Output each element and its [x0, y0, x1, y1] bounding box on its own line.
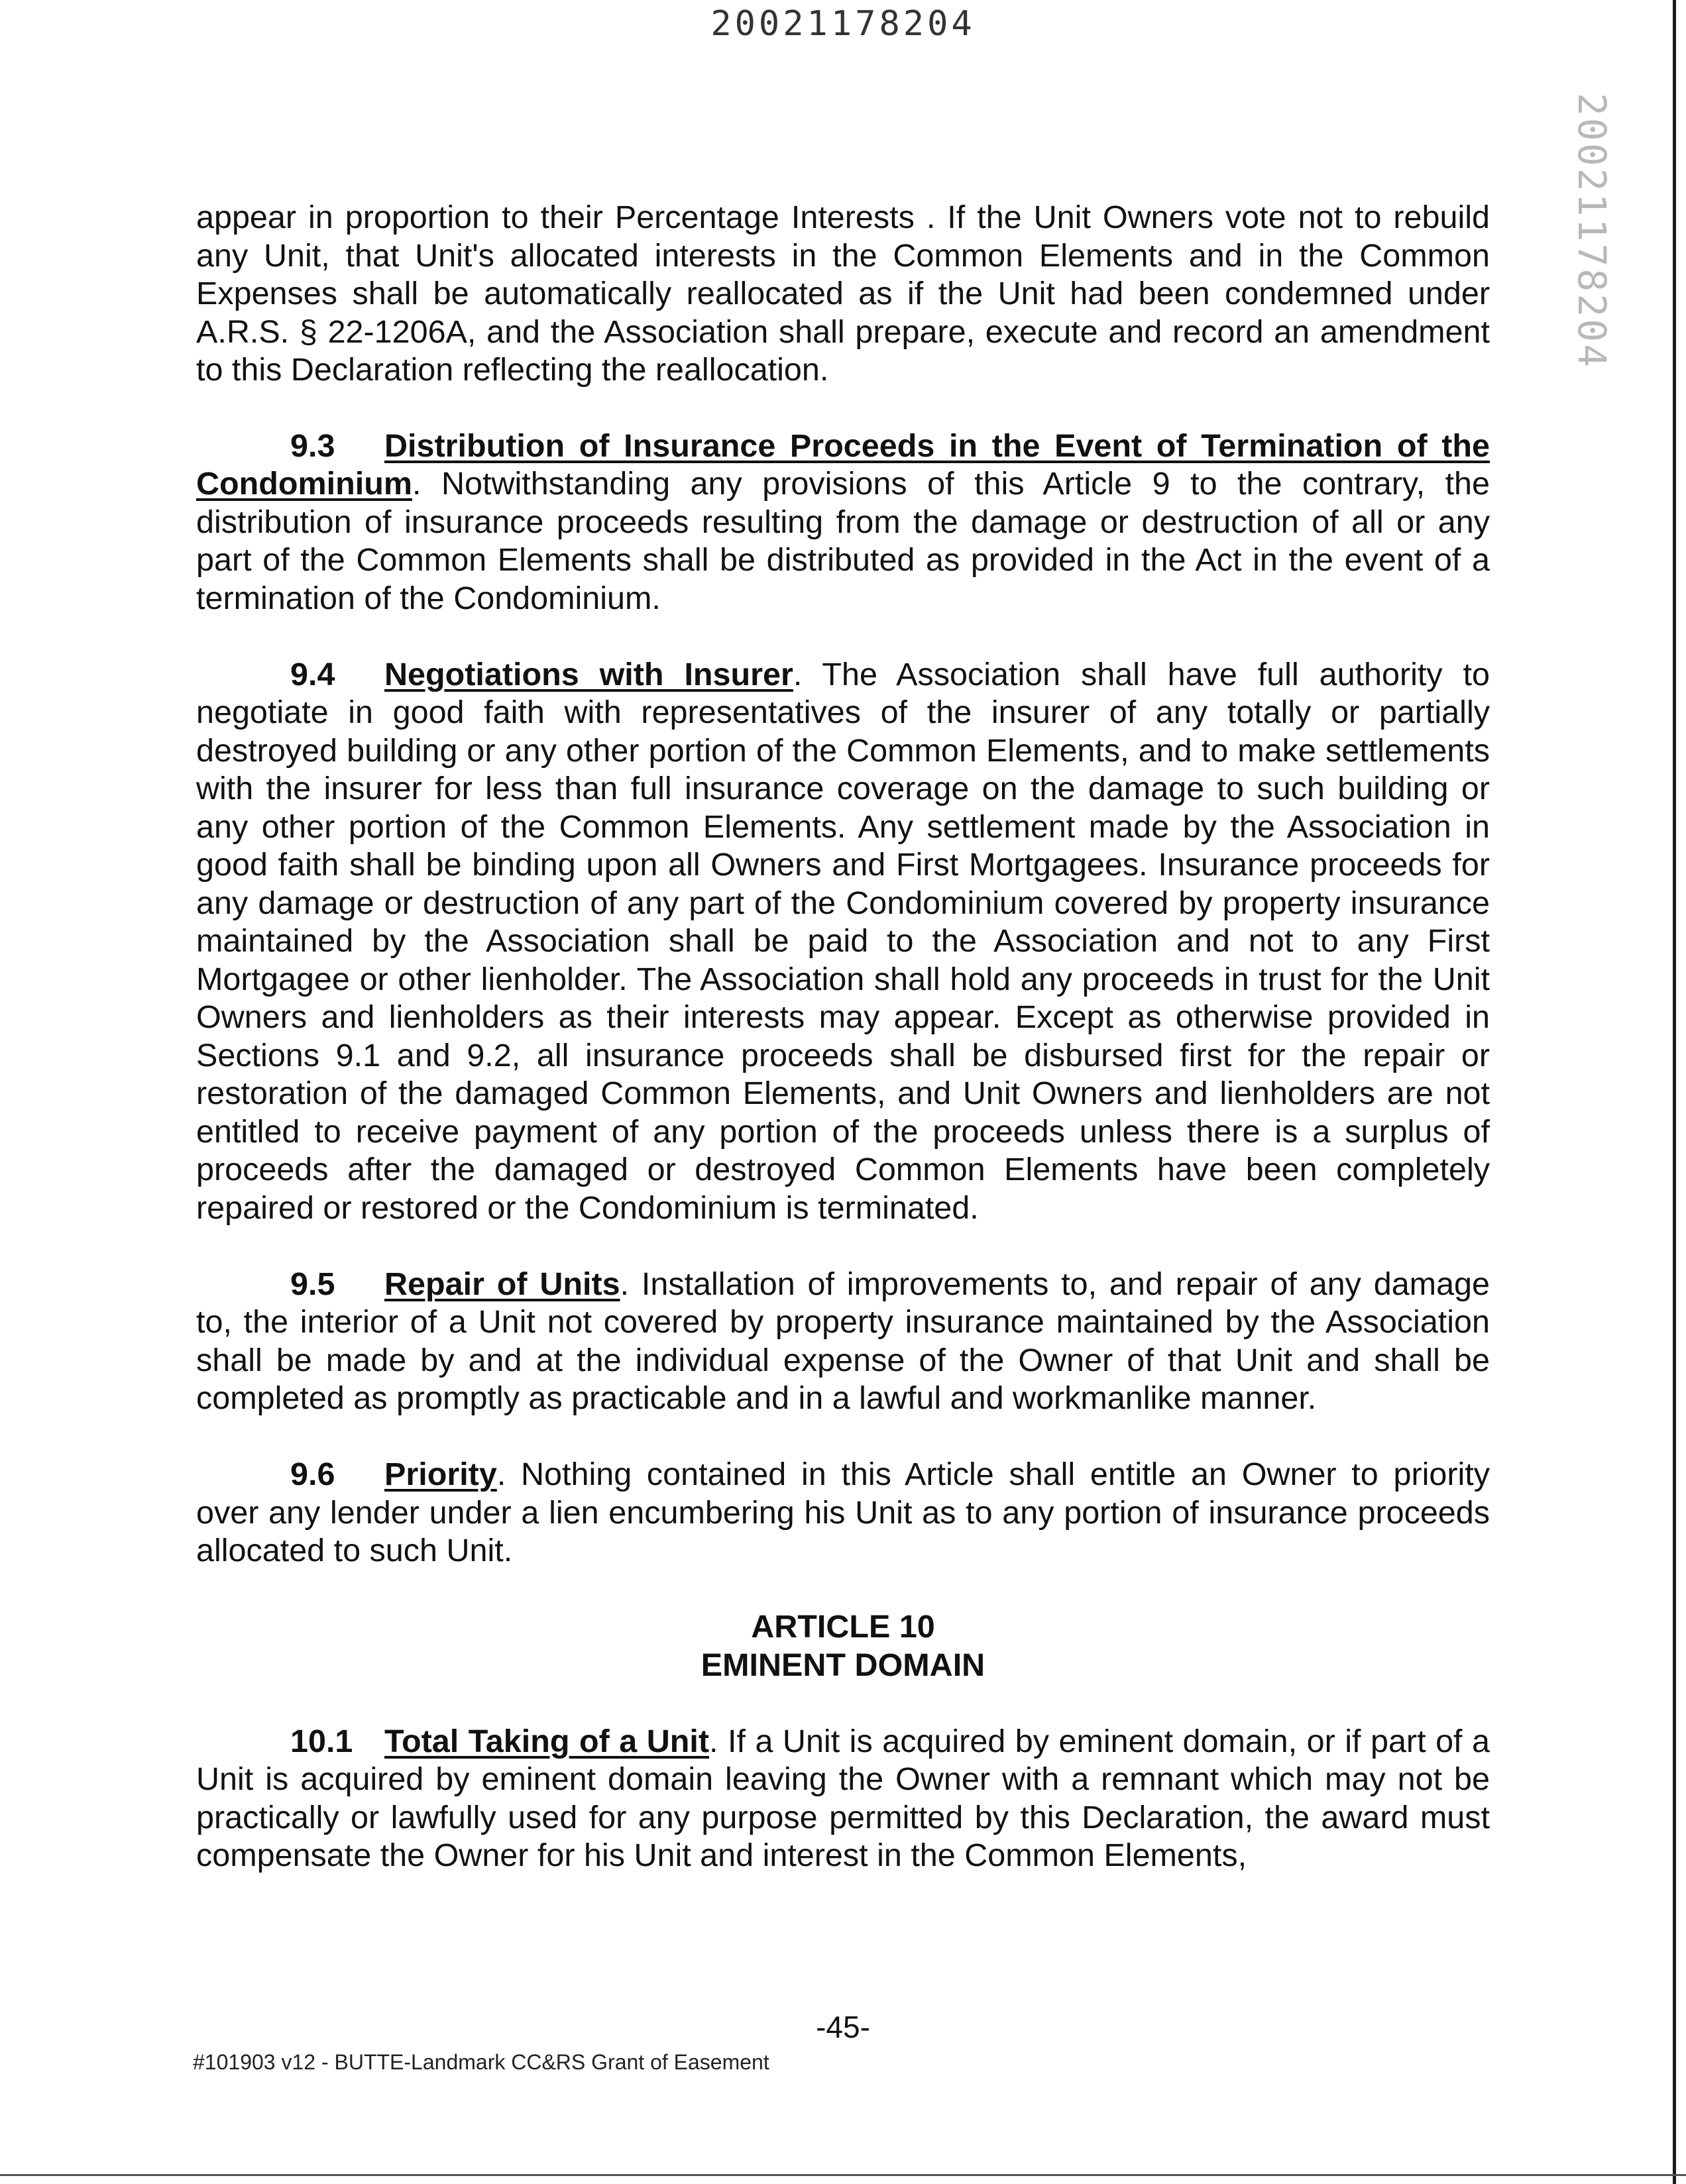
section-9-4 — [196, 656, 1490, 1228]
section-number: 9.4 — [290, 656, 335, 692]
continuation-paragraph: appear in proportion to their Percentage Interests . If the Unit Owners vote not to rebuild any Unit, that Unit's allocated interests in the Common Elements and in the Common Expenses shall be automatically reallocated as if the Unit had been condemned under A.R.S. § 22-1206A, and the Association shall prepare, execute and record an amendment to this Declaration reflecting the reallocation. — [196, 199, 1490, 388]
section-9-3 — [196, 427, 1490, 618]
section-heading: Negotiations with Insurer — [384, 656, 793, 692]
document-body — [196, 199, 1490, 1913]
section-number: 9.6 — [290, 1456, 335, 1492]
section-text: . The Association shall have full authority to negotiate in good faith with representatives of the insurer of any totally or partially destroyed building or any other portion of the Common Elements, and to make settlements with the insurer for less than full insurance coverage on the damage to such building or any other portion of the Common Elements. Any settlement made by the Association in good faith shall be binding upon all Owners and First Mortgagees. Insurance proceeds for any damage or destruction of any part of the Condominium covered by property insurance maintained by the Association shall be paid to the Association and not to any First Mortgagee or other lienholder. The Association shall hold any proceeds in trust for the Unit Owners and lienholders as their interests may appear. Except as otherwise provided in Sections 9.1 and 9.2, all insurance proceeds shall be disbursed first for the repair or restoration of the damaged Common Elements, and Unit Owners and lienholders are not entitled to receive payment of any portion of the proceeds unless there is a surplus of proceeds after the damaged or destroyed Common Elements have been completely repaired or restored or the Condominium is terminated. — [196, 656, 1490, 1226]
section-text: . Notwithstanding any provisions of this Article 9 to the contrary, the distribution of insurance proceeds resulting from the damage or destruction of all or any part of the Common Elements shall be distributed as provided in the Act in the event of a termination of the Condominium. — [196, 466, 1490, 616]
article-title: EMINENT DOMAIN — [701, 1647, 985, 1683]
section-heading: Total Taking of a Unit — [384, 1723, 710, 1759]
section-text: . If a Unit is acquired by eminent domain, or if part of a Unit is acquired by eminent domain leaving the Owner with a remnant which may not be practically or lawfully used for any purpose permitted by this Declaration, the award must compensate the Owner for his Unit and interest in the Common Elements, — [196, 1723, 1490, 1873]
page-number: -45- — [816, 2010, 870, 2044]
section-9-6 — [196, 1456, 1490, 1570]
section-heading: Priority — [384, 1456, 497, 1492]
article-heading — [196, 1608, 1490, 1684]
section-number: 9.3 — [290, 427, 335, 464]
section-text: . Nothing contained in this Article shall entitle an Owner to priority over any lender under a lien encumbering his Unit as to any portion of insurance proceeds allocated to such Unit. — [196, 1456, 1490, 1568]
section-10-1 — [196, 1723, 1490, 1875]
section-9-5 — [196, 1266, 1490, 1418]
side-recording-stamp: 20021178204 — [1569, 93, 1614, 370]
footer-document-reference: #101903 v12 - BUTTE-Landmark CC&RS Grant of Easement — [193, 2050, 769, 2074]
section-heading: Repair of Units — [384, 1266, 620, 1302]
section-text: . Installation of improvements to, and repair of any damage to, the interior of a Unit not covered by property insurance maintained by the Association shall be made by and at the individual expense of the Owner of that Unit and shall be completed as promptly as practicable and in a lawful and workmanlike manner. — [196, 1266, 1490, 1416]
document-number: 20021178204 — [710, 4, 976, 44]
article-number: ARTICLE 10 — [751, 1609, 935, 1645]
section-number: 9.5 — [290, 1266, 335, 1302]
section-number: 10.1 — [290, 1723, 353, 1759]
section-heading: Distribution of Insurance Proceeds in the Event of Termination of the Condominium — [196, 427, 1490, 502]
right-margin-rule — [1673, 0, 1676, 2184]
bottom-scan-rule — [0, 2174, 1686, 2176]
